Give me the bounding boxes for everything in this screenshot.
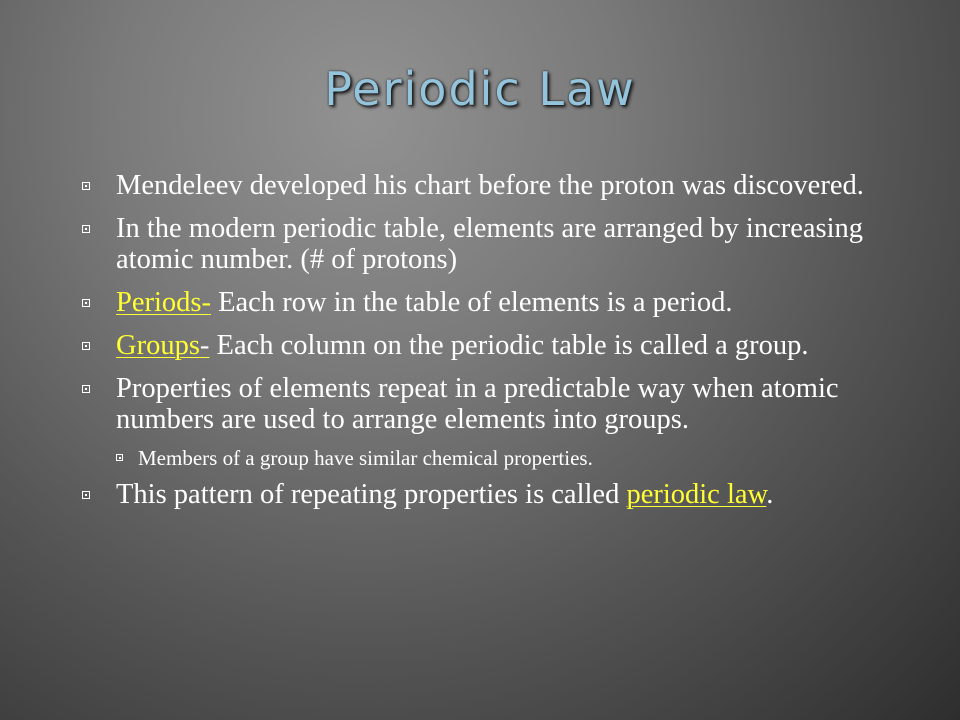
- square-bullet-icon: [82, 225, 90, 233]
- square-bullet-icon: [82, 182, 90, 190]
- bullet-text: Each column on the periodic table is called a group.: [209, 330, 809, 361]
- bullet-item: [82, 213, 902, 275]
- bullet-item: [82, 479, 902, 510]
- square-bullet-icon: [82, 299, 90, 307]
- bullet-text: Properties of elements repeat in a predictable way when atomic numbers are used to arrange elements into groups.: [116, 373, 839, 435]
- bullet-item: [82, 373, 902, 435]
- highlighted-term-periodic-law: periodic law: [626, 479, 767, 510]
- bullet-item: [82, 330, 902, 361]
- term-dash: -: [199, 330, 210, 361]
- square-bullet-icon: [116, 454, 123, 461]
- bullet-item: [82, 287, 902, 318]
- sub-bullet-text: Members of a group have similar chemical properties.: [138, 446, 593, 470]
- highlighted-term-periods: Periods-: [116, 287, 211, 318]
- square-bullet-icon: [82, 342, 90, 350]
- bullet-suffix: .: [766, 479, 774, 510]
- bullet-text: Each row in the table of elements is a period.: [211, 287, 733, 318]
- square-bullet-icon: [82, 491, 90, 499]
- bullet-text: Mendeleev developed his chart before the proton was discovered.: [116, 170, 864, 201]
- highlighted-term-groups: Groups: [116, 330, 200, 361]
- slide-content: [82, 170, 902, 522]
- sub-bullet-item: [116, 445, 902, 471]
- bullet-item: [82, 170, 902, 201]
- square-bullet-icon: [82, 385, 90, 393]
- bullet-text: In the modern periodic table, elements are arranged by increasing atomic number. (# of protons): [116, 213, 864, 275]
- slide-title: Periodic Law: [324, 62, 636, 116]
- bullet-text: This pattern of repeating properties is called: [116, 479, 627, 510]
